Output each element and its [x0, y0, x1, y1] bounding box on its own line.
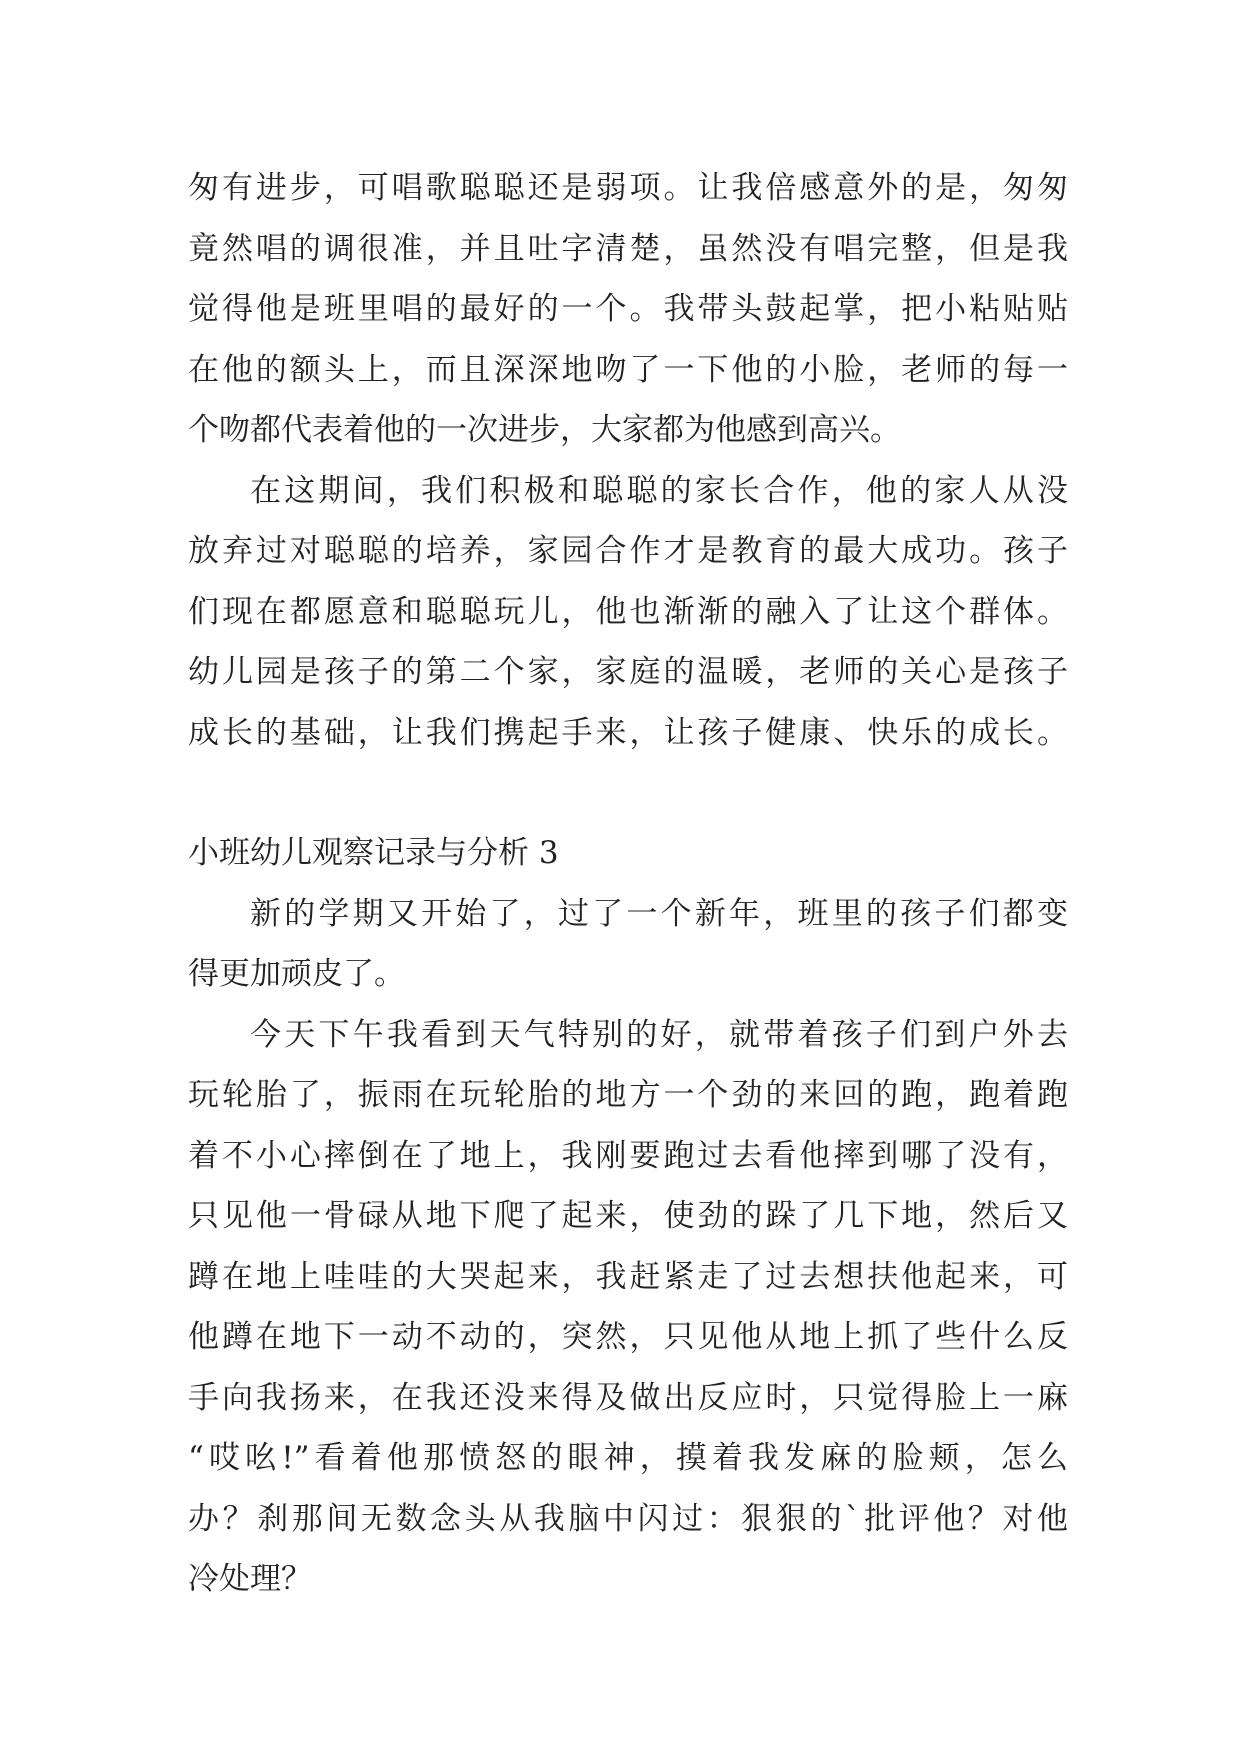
paragraph-3 [188, 884, 1068, 1005]
text-line: 个吻都代表着他的一次进步，大家都为他感到高兴。 [188, 412, 901, 448]
text-line: “哎吆!”看着他那愤怒的眼神，摸着我发麻的脸颊，怎么 [188, 1440, 1068, 1476]
text-line: 们现在都愿意和聪聪玩儿，他也渐渐的融入了让这个群体。 [188, 593, 1068, 630]
document-body [188, 158, 1068, 1610]
text-line: 着不小心摔倒在了地上，我刚要跑过去看他摔到哪了没有， [188, 1137, 1068, 1174]
section-heading: 小班幼儿观察记录与分析 3 [188, 835, 559, 871]
text-line: 在他的额头上，而且深深地吻了一下他的小脸，老师的每一 [188, 351, 1068, 388]
text-line: 竟然唱的调很准，并且吐字清楚，虽然没有唱完整，但是我 [188, 230, 1068, 267]
text-line: 手向我扬来，在我还没来得及做出反应时，只觉得脸上一麻 [188, 1379, 1068, 1416]
text-line: 匆有进步，可唱歌聪聪还是弱项。让我倍感意外的是，匆匆 [188, 170, 1068, 206]
text-line: 办？刹那间无数念头从我脑中闪过：狠狠的`批评他？对他 [188, 1500, 1068, 1537]
text-line: 玩轮胎了，振雨在玩轮胎的地方一个劲的来回的跑，跑着跑 [188, 1077, 1068, 1113]
text-line: 只见他一骨碌从地下爬了起来，使劲的跺了几下地，然后又 [188, 1198, 1068, 1234]
paragraph-2 [188, 461, 1068, 764]
text-line: 放弃过对聪聪的培养，家园合作才是教育的最大成功。孩子 [188, 533, 1068, 569]
text-line: 得更加顽皮了。 [188, 956, 405, 992]
text-line: 成长的基础，让我们携起手来，让孩子健康、快乐的成长。 [188, 714, 1068, 751]
paragraph-1 [188, 158, 1068, 461]
text-line: 幼儿园是孩子的第二个家，家庭的温暖，老师的关心是孩子 [188, 654, 1068, 690]
paragraph-4 [188, 1005, 1068, 1610]
text-line: 在这期间，我们积极和聪聪的家长合作，他的家人从没 [250, 472, 1068, 509]
text-line: 觉得他是班里唱的最好的一个。我带头鼓起掌，把小粘贴贴 [188, 291, 1068, 327]
text-line: 新的学期又开始了，过了一个新年，班里的孩子们都变 [250, 895, 1068, 932]
text-line: 今天下午我看到天气特别的好，就带着孩子们到户外去 [250, 1016, 1068, 1053]
text-line: 冷处理？ [188, 1561, 312, 1597]
text-line: 他蹲在地下一动不动的，突然，只见他从地上抓了些什么反 [188, 1319, 1068, 1355]
text-line: 蹲在地上哇哇的大哭起来，我赶紧走了过去想扶他起来，可 [188, 1258, 1068, 1295]
